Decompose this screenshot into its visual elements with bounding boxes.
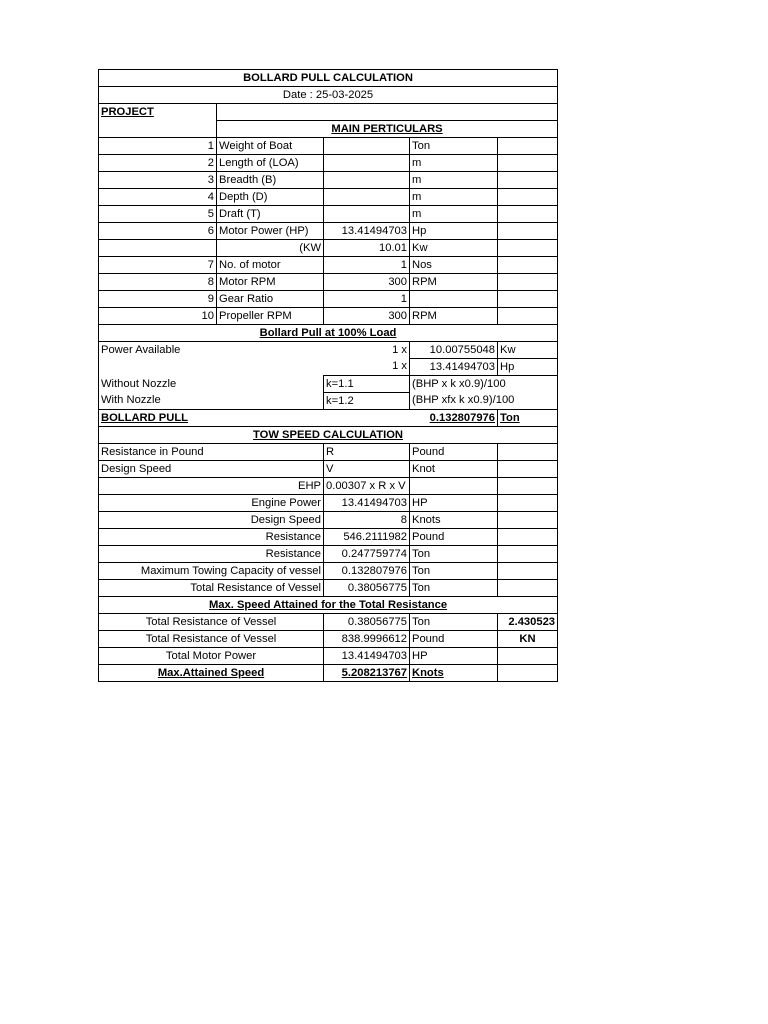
bollard-pull-label: BOLLARD PULL bbox=[99, 409, 324, 426]
main-row: 6 Motor Power (HP) 13.41494703 Hp bbox=[99, 222, 558, 239]
project-value bbox=[217, 104, 558, 121]
main-row-unit: RPM bbox=[410, 273, 498, 290]
main-row-label: Breadth (B) bbox=[217, 171, 324, 188]
tow-row-value: 546.2111982 bbox=[324, 528, 410, 545]
sheet-date: Date : 25-03-2025 bbox=[99, 87, 558, 104]
max-attained-unit: Knots bbox=[410, 664, 498, 681]
main-row bbox=[99, 239, 558, 256]
ehp-formula: 0.00307 x R x V bbox=[324, 477, 410, 494]
main-row-unit: m bbox=[410, 205, 498, 222]
max-attained-label: Max.Attained Speed bbox=[99, 664, 324, 681]
tow-row-unit: Ton bbox=[410, 562, 498, 579]
max-speed-label: Total Motor Power bbox=[99, 647, 324, 664]
resistance-pound-row: Resistance in Pound R Pound bbox=[99, 443, 558, 460]
bollard-heading-row bbox=[99, 324, 558, 341]
main-row-unit: Ton bbox=[410, 137, 498, 154]
tow-row-unit: Ton bbox=[410, 579, 498, 596]
power-available-row: Power Available 1 x 10.00755048 Kw bbox=[99, 341, 558, 358]
project-label: PROJECT bbox=[99, 104, 217, 121]
main-row-label: Gear Ratio bbox=[217, 290, 324, 307]
main-row-value bbox=[324, 188, 410, 205]
kn-unit: KN bbox=[498, 630, 558, 647]
with-nozzle-k: k=1.2 bbox=[324, 392, 410, 409]
power-available-label: Power Available bbox=[99, 341, 324, 358]
main-particulars-heading: MAIN PERTICULARS bbox=[217, 120, 558, 137]
bollard-pull-sheet bbox=[98, 69, 557, 682]
max-speed-label: Total Resistance of Vessel bbox=[99, 613, 324, 630]
main-row-unit: m bbox=[410, 154, 498, 171]
max-speed-heading: Max. Speed Attained for the Total Resistance bbox=[99, 596, 558, 613]
main-row-value: 13.41494703 bbox=[324, 222, 410, 239]
with-nozzle-formula: (BHP xfx k x0.9)/100 bbox=[410, 392, 558, 409]
tow-row-label: Resistance bbox=[99, 528, 324, 545]
bollard-pull-heading: Bollard Pull at 100% Load bbox=[99, 324, 558, 341]
tow-row-unit: Ton bbox=[410, 545, 498, 562]
tow-row-value: 0.38056775 bbox=[324, 579, 410, 596]
main-row-value bbox=[324, 171, 410, 188]
tow-speed-heading: TOW SPEED CALCULATION bbox=[99, 426, 558, 443]
main-row-value: 1 bbox=[324, 290, 410, 307]
main-row: 5 Draft (T) m bbox=[99, 205, 558, 222]
main-row-unit bbox=[410, 290, 498, 307]
tow-row-unit: HP bbox=[410, 494, 498, 511]
max-speed-value: 838.9996612 bbox=[324, 630, 410, 647]
without-nozzle-label: Without Nozzle bbox=[99, 375, 324, 392]
main-row-label: Motor Power (HP) bbox=[217, 222, 324, 239]
max-speed-row bbox=[99, 647, 558, 664]
main-row: 2 Length of (LOA) m bbox=[99, 154, 558, 171]
main-row-label: Depth (D) bbox=[217, 188, 324, 205]
main-row-label: Draft (T) bbox=[217, 205, 324, 222]
tow-row bbox=[99, 511, 558, 528]
main-row-unit: m bbox=[410, 171, 498, 188]
design-speed-row: Design Speed V Knot bbox=[99, 460, 558, 477]
ehp-row: EHP 0.00307 x R x V bbox=[99, 477, 558, 494]
tow-heading-row bbox=[99, 426, 558, 443]
main-row-value bbox=[324, 137, 410, 154]
max-speed-row bbox=[99, 630, 558, 647]
bollard-result-row bbox=[99, 409, 558, 426]
project-row bbox=[99, 104, 558, 121]
tow-row-label: Design Speed bbox=[99, 511, 324, 528]
main-row: 7 No. of motor 1 Nos bbox=[99, 256, 558, 273]
tow-row bbox=[99, 494, 558, 511]
tow-row-unit: Knots bbox=[410, 511, 498, 528]
main-row: 10 Propeller RPM 300 RPM bbox=[99, 307, 558, 324]
tow-row-value: 13.41494703 bbox=[324, 494, 410, 511]
title-row bbox=[99, 70, 558, 87]
tow-row-label: Total Resistance of Vessel bbox=[99, 579, 324, 596]
main-row-value bbox=[324, 154, 410, 171]
power-available-row: 1 x 13.41494703 Hp bbox=[99, 358, 558, 375]
max-attained-value: 5.208213767 bbox=[324, 664, 410, 681]
without-nozzle-k: k=1.1 bbox=[324, 375, 410, 392]
tow-row-label: Engine Power bbox=[99, 494, 324, 511]
bollard-pull-value: 0.132807976 bbox=[410, 409, 498, 426]
max-speed-unit: Pound bbox=[410, 630, 498, 647]
without-nozzle-row bbox=[99, 375, 558, 392]
main-row: 1 Weight of Boat Ton bbox=[99, 137, 558, 154]
tow-row-unit: Pound bbox=[410, 528, 498, 545]
tow-row-value: 0.132807976 bbox=[324, 562, 410, 579]
main-row-label: Weight of Boat bbox=[217, 137, 324, 154]
tow-row bbox=[99, 528, 558, 545]
main-row-label: Propeller RPM bbox=[217, 307, 324, 324]
main-row-unit: Nos bbox=[410, 256, 498, 273]
without-nozzle-formula: (BHP x k x0.9)/100 bbox=[410, 375, 558, 392]
main-row-unit: m bbox=[410, 188, 498, 205]
bollard-pull-unit: Ton bbox=[498, 409, 558, 426]
main-row-label: No. of motor bbox=[217, 256, 324, 273]
tow-row-value: 0.247759774 bbox=[324, 545, 410, 562]
main-row: 3 Breadth (B) m bbox=[99, 171, 558, 188]
tow-row-value: 8 bbox=[324, 511, 410, 528]
date-row bbox=[99, 87, 558, 104]
with-nozzle-row bbox=[99, 392, 558, 409]
main-row-value: 10.01 bbox=[324, 239, 410, 256]
main-row-unit: Kw bbox=[410, 239, 498, 256]
max-speed-value: 13.41494703 bbox=[324, 647, 410, 664]
max-attained-row bbox=[99, 664, 558, 681]
tow-row-label: Resistance bbox=[99, 545, 324, 562]
main-row-label: (KW bbox=[217, 239, 324, 256]
main-row-unit: RPM bbox=[410, 307, 498, 324]
main-row: 8 Motor RPM 300 RPM bbox=[99, 273, 558, 290]
tow-row bbox=[99, 562, 558, 579]
main-row-label: Length of (LOA) bbox=[217, 154, 324, 171]
max-speed-row bbox=[99, 613, 558, 630]
max-speed-unit: Ton bbox=[410, 613, 498, 630]
main-row-unit: Hp bbox=[410, 222, 498, 239]
main-row-label: Motor RPM bbox=[217, 273, 324, 290]
main-heading-row bbox=[99, 120, 558, 137]
main-row: 9 Gear Ratio 1 bbox=[99, 290, 558, 307]
tow-row bbox=[99, 545, 558, 562]
main-row-value: 300 bbox=[324, 273, 410, 290]
tow-row-label: Maximum Towing Capacity of vessel bbox=[99, 562, 324, 579]
with-nozzle-label: With Nozzle bbox=[99, 392, 324, 409]
main-row-value bbox=[324, 205, 410, 222]
sheet-title: BOLLARD PULL CALCULATION bbox=[99, 70, 558, 87]
tow-row bbox=[99, 579, 558, 596]
kn-value: 2.430523 bbox=[498, 613, 558, 630]
main-row-value: 300 bbox=[324, 307, 410, 324]
calculation-table bbox=[98, 69, 558, 682]
max-speed-heading-row bbox=[99, 596, 558, 613]
max-speed-unit: HP bbox=[410, 647, 498, 664]
main-row: 4 Depth (D) m bbox=[99, 188, 558, 205]
max-speed-value: 0.38056775 bbox=[324, 613, 410, 630]
main-row-value: 1 bbox=[324, 256, 410, 273]
max-speed-label: Total Resistance of Vessel bbox=[99, 630, 324, 647]
